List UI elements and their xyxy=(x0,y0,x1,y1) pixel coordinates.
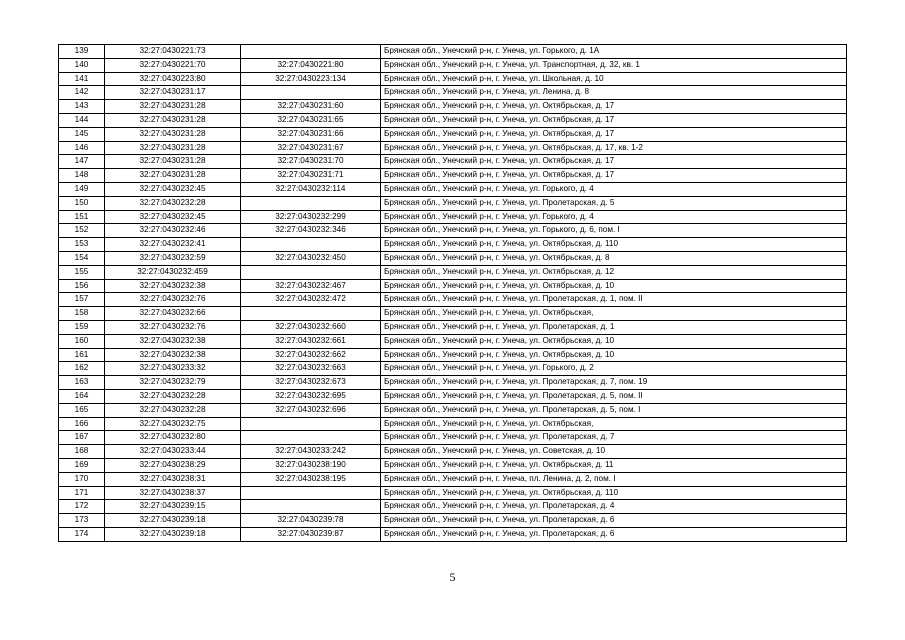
cadastral-number-cell: 32:27:0430239:15 xyxy=(105,500,241,514)
row-number-cell: 162 xyxy=(59,362,105,376)
related-cadastral-number-cell xyxy=(241,238,381,252)
address-cell: Брянская обл., Унечский р-н, г. Унеча, ул. Школьная, д. 10 xyxy=(381,72,847,86)
row-number-cell: 149 xyxy=(59,182,105,196)
row-number-cell: 146 xyxy=(59,141,105,155)
table-row xyxy=(59,376,847,390)
cadastral-number-cell: 32:27:0430221:73 xyxy=(105,45,241,59)
row-number-cell: 139 xyxy=(59,45,105,59)
cadastral-number-cell: 32:27:0430232:38 xyxy=(105,348,241,362)
address-cell: Брянская обл., Унечский р-н, г. Унеча, ул. Октябрьская, д. 12 xyxy=(381,265,847,279)
table-row xyxy=(59,238,847,252)
address-cell: Брянская обл., Унечский р-н, г. Унеча, ул. Октябрьская, д. 11 xyxy=(381,458,847,472)
row-number-cell: 141 xyxy=(59,72,105,86)
cadastral-number-cell: 32:27:0430231:28 xyxy=(105,100,241,114)
table-row xyxy=(59,431,847,445)
address-cell: Брянская обл., Унечский р-н, г. Унеча, ул. Октябрьская, xyxy=(381,307,847,321)
address-cell: Брянская обл., Унечский р-н, г. Унеча, ул. Пролетарская, д. 7 xyxy=(381,431,847,445)
table-row xyxy=(59,224,847,238)
table-row xyxy=(59,182,847,196)
address-cell: Брянская обл., Унечский р-н, г. Унеча, ул. Горького, д. 1А xyxy=(381,45,847,59)
table-row xyxy=(59,486,847,500)
cadastral-number-cell: 32:27:0430233:44 xyxy=(105,445,241,459)
address-cell: Брянская обл., Унечский р-н, г. Унеча, ул. Октябрьская, д. 17 xyxy=(381,169,847,183)
table-row xyxy=(59,458,847,472)
cadastral-number-cell: 32:27:0430232:28 xyxy=(105,403,241,417)
cadastral-number-cell: 32:27:0430232:45 xyxy=(105,182,241,196)
cadastral-number-cell: 32:27:0430232:28 xyxy=(105,389,241,403)
related-cadastral-number-cell: 32:27:0430232:346 xyxy=(241,224,381,238)
related-cadastral-number-cell xyxy=(241,486,381,500)
related-cadastral-number-cell: 32:27:0430231:71 xyxy=(241,169,381,183)
row-number-cell: 156 xyxy=(59,279,105,293)
row-number-cell: 150 xyxy=(59,196,105,210)
table-row xyxy=(59,348,847,362)
cadastral-number-cell: 32:27:0430232:75 xyxy=(105,417,241,431)
address-cell: Брянская обл., Унечский р-н, г. Унеча, ул. Пролетарская, д. 6 xyxy=(381,514,847,528)
table-row xyxy=(59,45,847,59)
table-row xyxy=(59,86,847,100)
table-row xyxy=(59,265,847,279)
row-number-cell: 159 xyxy=(59,320,105,334)
cadastral-table xyxy=(58,44,847,542)
related-cadastral-number-cell xyxy=(241,265,381,279)
cadastral-number-cell: 32:27:0430232:59 xyxy=(105,251,241,265)
cadastral-number-cell: 32:27:0430232:45 xyxy=(105,210,241,224)
related-cadastral-number-cell: 32:27:0430232:696 xyxy=(241,403,381,417)
related-cadastral-number-cell xyxy=(241,45,381,59)
related-cadastral-number-cell: 32:27:0430232:299 xyxy=(241,210,381,224)
address-cell: Брянская обл., Унечский р-н, г. Унеча, ул. Октябрьская, д. 110 xyxy=(381,238,847,252)
address-cell: Брянская обл., Унечский р-н, г. Унеча, ул. Октябрьская, д. 110 xyxy=(381,486,847,500)
row-number-cell: 167 xyxy=(59,431,105,445)
row-number-cell: 160 xyxy=(59,334,105,348)
row-number-cell: 155 xyxy=(59,265,105,279)
row-number-cell: 151 xyxy=(59,210,105,224)
cadastral-number-cell: 32:27:0430233:32 xyxy=(105,362,241,376)
cadastral-number-cell: 32:27:0430232:459 xyxy=(105,265,241,279)
address-cell: Брянская обл., Унечский р-н, г. Унеча, ул. Октябрьская, д. 17 xyxy=(381,100,847,114)
cadastral-number-cell: 32:27:0430231:17 xyxy=(105,86,241,100)
table-row xyxy=(59,72,847,86)
cadastral-number-cell: 32:27:0430231:28 xyxy=(105,141,241,155)
address-cell: Брянская обл., Унечский р-н, г. Унеча, ул. Октябрьская, д. 8 xyxy=(381,251,847,265)
related-cadastral-number-cell xyxy=(241,417,381,431)
row-number-cell: 148 xyxy=(59,169,105,183)
row-number-cell: 168 xyxy=(59,445,105,459)
related-cadastral-number-cell: 32:27:0430231:67 xyxy=(241,141,381,155)
related-cadastral-number-cell: 32:27:0430232:695 xyxy=(241,389,381,403)
row-number-cell: 169 xyxy=(59,458,105,472)
table-row xyxy=(59,334,847,348)
table-row xyxy=(59,100,847,114)
address-cell: Брянская обл., Унечский р-н, г. Унеча, ул. Октябрьская, xyxy=(381,417,847,431)
table-row xyxy=(59,417,847,431)
row-number-cell: 153 xyxy=(59,238,105,252)
table-row xyxy=(59,279,847,293)
related-cadastral-number-cell: 32:27:0430232:663 xyxy=(241,362,381,376)
row-number-cell: 171 xyxy=(59,486,105,500)
row-number-cell: 143 xyxy=(59,100,105,114)
related-cadastral-number-cell: 32:27:0430239:87 xyxy=(241,527,381,541)
table-row xyxy=(59,251,847,265)
table-row xyxy=(59,196,847,210)
cadastral-number-cell: 32:27:0430232:38 xyxy=(105,334,241,348)
table-body xyxy=(59,45,847,542)
address-cell: Брянская обл., Унечский р-н, г. Унеча, пл. Ленина, д. 2, пом. I xyxy=(381,472,847,486)
related-cadastral-number-cell: 32:27:0430232:114 xyxy=(241,182,381,196)
cadastral-number-cell: 32:27:0430231:28 xyxy=(105,113,241,127)
row-number-cell: 158 xyxy=(59,307,105,321)
cadastral-number-cell: 32:27:0430238:37 xyxy=(105,486,241,500)
address-cell: Брянская обл., Унечский р-н, г. Унеча, ул. Октябрьская, д. 17, кв. 1-2 xyxy=(381,141,847,155)
table-row xyxy=(59,58,847,72)
cadastral-number-cell: 32:27:0430231:28 xyxy=(105,127,241,141)
related-cadastral-number-cell xyxy=(241,500,381,514)
address-cell: Брянская обл., Унечский р-н, г. Унеча, ул. Горького, д. 6, пом. I xyxy=(381,224,847,238)
table-row xyxy=(59,362,847,376)
table-row xyxy=(59,389,847,403)
cadastral-number-cell: 32:27:0430232:38 xyxy=(105,279,241,293)
related-cadastral-number-cell: 32:27:0430232:673 xyxy=(241,376,381,390)
address-cell: Брянская обл., Унечский р-н, г. Унеча, ул. Пролетарская, д. 4 xyxy=(381,500,847,514)
address-cell: Брянская обл., Унечский р-н, г. Унеча, ул. Пролетарская, д. 1 xyxy=(381,320,847,334)
related-cadastral-number-cell: 32:27:0430232:661 xyxy=(241,334,381,348)
table-row xyxy=(59,472,847,486)
row-number-cell: 145 xyxy=(59,127,105,141)
related-cadastral-number-cell: 32:27:0430231:70 xyxy=(241,155,381,169)
related-cadastral-number-cell: 32:27:0430231:65 xyxy=(241,113,381,127)
cadastral-number-cell: 32:27:0430232:28 xyxy=(105,196,241,210)
related-cadastral-number-cell: 32:27:0430238:190 xyxy=(241,458,381,472)
cadastral-number-cell: 32:27:0430232:79 xyxy=(105,376,241,390)
table-row xyxy=(59,445,847,459)
page-number: 5 xyxy=(449,570,456,584)
related-cadastral-number-cell xyxy=(241,196,381,210)
related-cadastral-number-cell: 32:27:0430232:660 xyxy=(241,320,381,334)
related-cadastral-number-cell xyxy=(241,307,381,321)
address-cell: Брянская обл., Унечский р-н, г. Унеча, ул. Транспортная, д. 32, кв. 1 xyxy=(381,58,847,72)
cadastral-number-cell: 32:27:0430232:80 xyxy=(105,431,241,445)
address-cell: Брянская обл., Унечский р-н, г. Унеча, ул. Октябрьская, д. 17 xyxy=(381,155,847,169)
related-cadastral-number-cell xyxy=(241,431,381,445)
related-cadastral-number-cell: 32:27:0430221:80 xyxy=(241,58,381,72)
cadastral-number-cell: 32:27:0430223:80 xyxy=(105,72,241,86)
related-cadastral-number-cell: 32:27:0430231:60 xyxy=(241,100,381,114)
table-row xyxy=(59,127,847,141)
row-number-cell: 174 xyxy=(59,527,105,541)
related-cadastral-number-cell xyxy=(241,86,381,100)
table-row xyxy=(59,169,847,183)
cadastral-number-cell: 32:27:0430221:70 xyxy=(105,58,241,72)
row-number-cell: 144 xyxy=(59,113,105,127)
address-cell: Брянская обл., Унечский р-н, г. Унеча, ул. Советская, д. 10 xyxy=(381,445,847,459)
cadastral-number-cell: 32:27:0430232:76 xyxy=(105,293,241,307)
related-cadastral-number-cell: 32:27:0430232:662 xyxy=(241,348,381,362)
address-cell: Брянская обл., Унечский р-н, г. Унеча, ул. Октябрьская, д. 17 xyxy=(381,127,847,141)
row-number-cell: 142 xyxy=(59,86,105,100)
row-number-cell: 164 xyxy=(59,389,105,403)
address-cell: Брянская обл., Унечский р-н, г. Унеча, ул. Пролетарская, д. 1, пом. II xyxy=(381,293,847,307)
related-cadastral-number-cell: 32:27:0430233:242 xyxy=(241,445,381,459)
row-number-cell: 147 xyxy=(59,155,105,169)
row-number-cell: 172 xyxy=(59,500,105,514)
address-cell: Брянская обл., Унечский р-н, г. Унеча, ул. Горького, д. 4 xyxy=(381,210,847,224)
table-row xyxy=(59,527,847,541)
row-number-cell: 161 xyxy=(59,348,105,362)
related-cadastral-number-cell: 32:27:0430223:134 xyxy=(241,72,381,86)
row-number-cell: 152 xyxy=(59,224,105,238)
table-row xyxy=(59,500,847,514)
cadastral-number-cell: 32:27:0430239:18 xyxy=(105,527,241,541)
address-cell: Брянская обл., Унечский р-н, г. Унеча, ул. Горького, д. 4 xyxy=(381,182,847,196)
address-cell: Брянская обл., Унечский р-н, г. Унеча, ул. Пролетарская, д. 5, пом. I xyxy=(381,403,847,417)
address-cell: Брянская обл., Унечский р-н, г. Унеча, ул. Пролетарская, д. 5, пом. II xyxy=(381,389,847,403)
row-number-cell: 165 xyxy=(59,403,105,417)
cadastral-number-cell: 32:27:0430232:66 xyxy=(105,307,241,321)
row-number-cell: 163 xyxy=(59,376,105,390)
cadastral-number-cell: 32:27:0430238:29 xyxy=(105,458,241,472)
row-number-cell: 140 xyxy=(59,58,105,72)
address-cell: Брянская обл., Унечский р-н, г. Унеча, ул. Пролетарская, д. 7, пом. 19 xyxy=(381,376,847,390)
address-cell: Брянская обл., Унечский р-н, г. Унеча, ул. Октябрьская, д. 10 xyxy=(381,348,847,362)
row-number-cell: 173 xyxy=(59,514,105,528)
related-cadastral-number-cell: 32:27:0430232:467 xyxy=(241,279,381,293)
related-cadastral-number-cell: 32:27:0430231:66 xyxy=(241,127,381,141)
table-row xyxy=(59,320,847,334)
address-cell: Брянская обл., Унечский р-н, г. Унеча, ул. Пролетарская, д. 5 xyxy=(381,196,847,210)
table-row xyxy=(59,210,847,224)
table-row xyxy=(59,514,847,528)
table-row xyxy=(59,141,847,155)
cadastral-number-cell: 32:27:0430231:28 xyxy=(105,155,241,169)
address-cell: Брянская обл., Унечский р-н, г. Унеча, ул. Ленина, д. 8 xyxy=(381,86,847,100)
related-cadastral-number-cell: 32:27:0430232:450 xyxy=(241,251,381,265)
address-cell: Брянская обл., Унечский р-н, г. Унеча, ул. Горького, д. 2 xyxy=(381,362,847,376)
row-number-cell: 170 xyxy=(59,472,105,486)
cadastral-number-cell: 32:27:0430231:28 xyxy=(105,169,241,183)
table-row xyxy=(59,155,847,169)
address-cell: Брянская обл., Унечский р-н, г. Унеча, ул. Октябрьская, д. 10 xyxy=(381,279,847,293)
related-cadastral-number-cell: 32:27:0430238:195 xyxy=(241,472,381,486)
table-row xyxy=(59,293,847,307)
related-cadastral-number-cell: 32:27:0430232:472 xyxy=(241,293,381,307)
table-row xyxy=(59,307,847,321)
related-cadastral-number-cell: 32:27:0430239:78 xyxy=(241,514,381,528)
row-number-cell: 166 xyxy=(59,417,105,431)
row-number-cell: 154 xyxy=(59,251,105,265)
row-number-cell: 157 xyxy=(59,293,105,307)
cadastral-number-cell: 32:27:0430238:31 xyxy=(105,472,241,486)
address-cell: Брянская обл., Унечский р-н, г. Унеча, ул. Пролетарская, д. 6 xyxy=(381,527,847,541)
cadastral-number-cell: 32:27:0430232:41 xyxy=(105,238,241,252)
address-cell: Брянская обл., Унечский р-н, г. Унеча, ул. Октябрьская, д. 17 xyxy=(381,113,847,127)
cadastral-number-cell: 32:27:0430232:76 xyxy=(105,320,241,334)
cadastral-number-cell: 32:27:0430239:18 xyxy=(105,514,241,528)
cadastral-number-cell: 32:27:0430232:46 xyxy=(105,224,241,238)
table-row xyxy=(59,113,847,127)
table-row xyxy=(59,403,847,417)
address-cell: Брянская обл., Унечский р-н, г. Унеча, ул. Октябрьская, д. 10 xyxy=(381,334,847,348)
